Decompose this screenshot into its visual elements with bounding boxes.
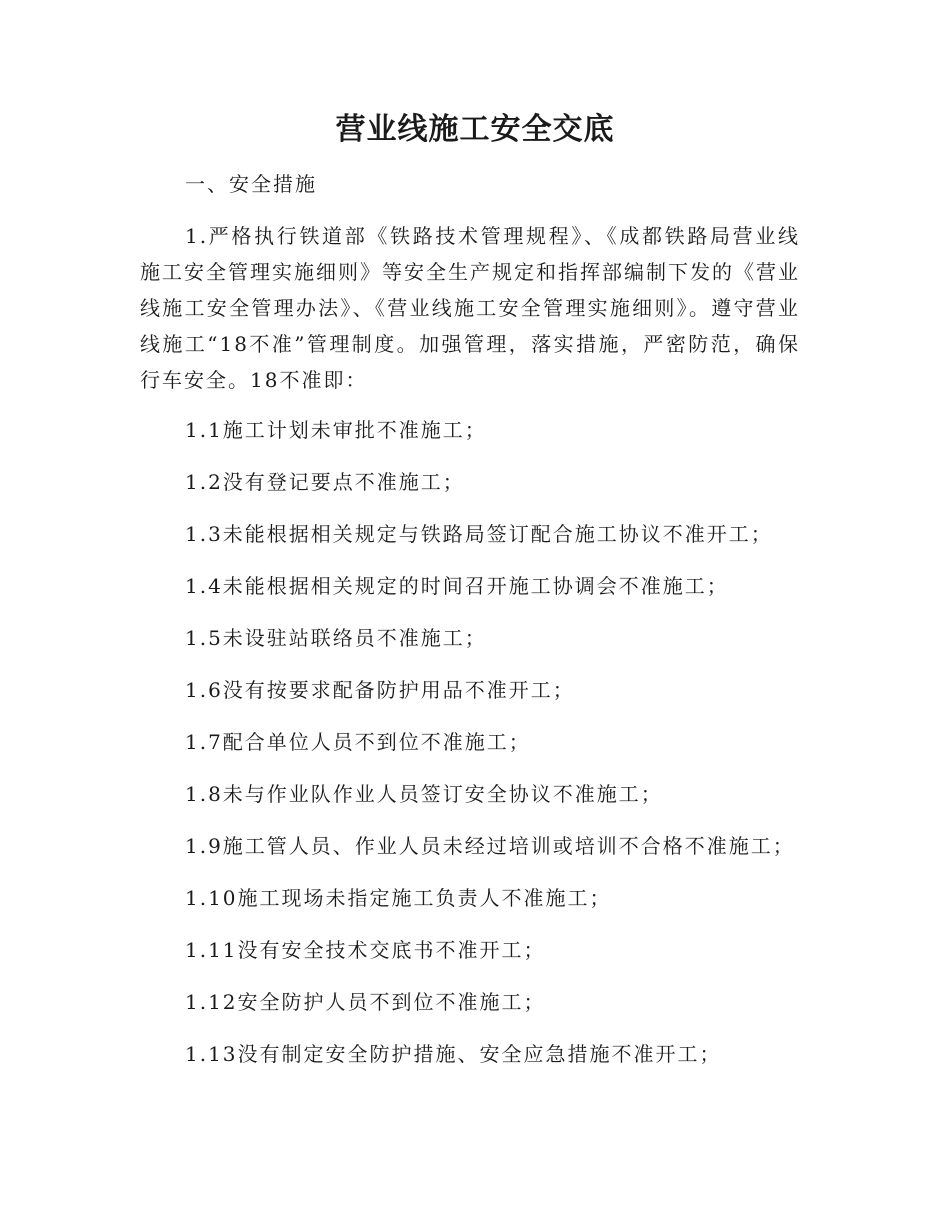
rule-item: 1.3未能根据相关规定与铁路局签订配合施工协议不准开工； (185, 522, 773, 546)
rule-item: 1.7配合单位人员不到位不准施工； (185, 730, 531, 754)
rule-item: 1.9施工管人员、作业人员未经过培训或培训不合格不准施工； (185, 834, 795, 858)
rule-item: 1.5未设驻站联络员不准施工； (185, 626, 487, 650)
rule-item: 1.13没有制定安全防护措施、安全应急措施不准开工； (185, 1042, 722, 1066)
rule-item: 1.10施工现场未指定施工负责人不准施工； (185, 886, 612, 910)
document-title: 营业线施工安全交底 (335, 112, 615, 147)
rule-item: 1.6没有按要求配备防护用品不准开工； (185, 678, 575, 702)
section-heading: 一、安全措施 (185, 172, 317, 196)
rule-item: 1.2没有登记要点不准施工； (185, 470, 465, 494)
intro-paragraph: 1.严格执行铁道部《铁路技术管理规程》、《成都铁路局营业线施工安全管理实施细则》等安全生产规定和指挥部编制下发的《营业线施工安全管理办法》、《营业线施工安全管理实施细则》。遵守营业线施工“18不准”管理制度。加强管理，落实措施，严密防范，确保行车安全。18不准即： (140, 224, 800, 392)
rule-item: 1.4未能根据相关规定的时间召开施工协调会不准施工； (185, 574, 729, 598)
rule-item: 1.11没有安全技术交底书不准开工； (185, 938, 546, 962)
rule-item: 1.12安全防护人员不到位不准施工； (185, 990, 546, 1014)
rule-item: 1.1施工计划未审批不准施工； (185, 418, 487, 442)
rule-list (185, 414, 795, 1090)
rule-item: 1.8未与作业队作业人员签订安全协议不准施工； (185, 782, 663, 806)
